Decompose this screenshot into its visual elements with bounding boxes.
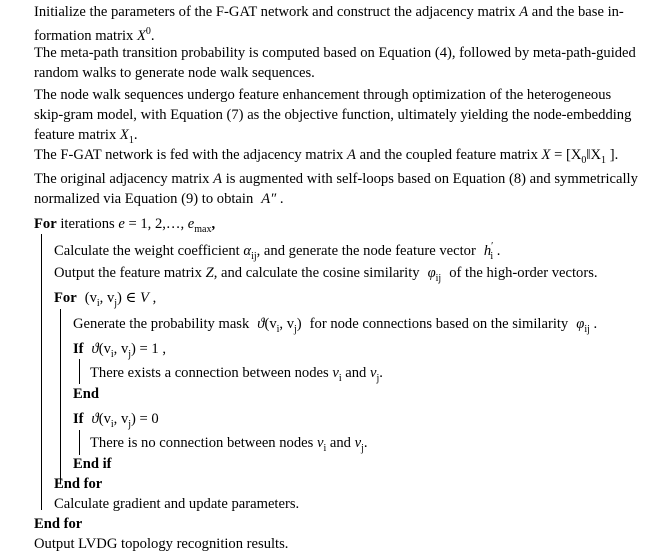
x0-sub: 0 xyxy=(581,154,587,166)
if1-comma: , v xyxy=(113,341,129,357)
if2-args: (v xyxy=(98,411,111,427)
phi-sub: ij xyxy=(435,272,442,284)
p1-text-b: and the base in- xyxy=(531,4,624,20)
for-nodes-line xyxy=(54,287,156,315)
s1-text-1: Calculate the weight coefficient xyxy=(54,242,240,259)
x0-sup: 0 xyxy=(145,26,151,37)
vj-sub: j xyxy=(128,348,132,360)
phi-sub: ij xyxy=(584,323,590,335)
for-comma: , xyxy=(211,216,216,232)
matrix-x1: X xyxy=(119,127,129,143)
h-sup: ′ xyxy=(491,241,494,252)
h-symbol: h xyxy=(483,242,492,259)
p1-text: Initialize the parameters of the F-GAT network and construct the adjacency matrix xyxy=(34,4,516,20)
vi-sub: i xyxy=(110,418,114,430)
if1-args: (v xyxy=(98,341,111,357)
p4-text-1: The F-GAT network is fed with the adjacency matrix xyxy=(34,147,344,163)
phi-symbol: φ xyxy=(427,265,436,281)
for2-comma: , v xyxy=(99,290,115,306)
h-sub: i xyxy=(490,250,494,262)
var-emax: e xyxy=(187,216,195,232)
matrix-a: A xyxy=(519,4,529,20)
matrix-x0: X xyxy=(136,27,146,44)
s3-args: (v xyxy=(264,316,277,332)
matrix-a: A xyxy=(213,171,223,187)
vi-sub: i xyxy=(110,348,114,360)
v-symbol: v xyxy=(316,435,324,451)
step-probability-mask xyxy=(73,313,597,341)
p2-line2: random walks to generate node walk sequences. xyxy=(34,65,315,81)
theta-symbol: ϑ xyxy=(91,411,99,427)
p2-line1: The meta-path transition probability is computed based on Equation (4), followed by meta-path-guided xyxy=(34,45,636,61)
s4-and: and xyxy=(345,365,367,381)
s5-and: and xyxy=(329,435,351,451)
for-keyword: For xyxy=(34,216,57,232)
s2-text-1: Output the feature matrix xyxy=(54,265,202,281)
p4-text-2: and the coupled feature matrix xyxy=(359,147,538,163)
if2-comma: , v xyxy=(113,411,129,427)
v-symbol: v xyxy=(354,435,362,451)
p5-line2 xyxy=(34,188,284,210)
if-keyword: If xyxy=(73,341,84,357)
var-e: e xyxy=(118,216,125,232)
vj-sub: j xyxy=(114,297,118,309)
for2-close: ) ∈ xyxy=(117,290,137,306)
if1-trailing-comma: , xyxy=(162,341,167,357)
end-if1: End xyxy=(73,386,99,402)
matrix-z: Z xyxy=(205,265,214,281)
end-if2: End if xyxy=(73,456,112,472)
matrix-a-double-prime: A″ xyxy=(261,191,277,207)
p5-dot: . xyxy=(279,191,284,207)
v-symbol: v xyxy=(332,365,339,381)
s5-dot: . xyxy=(363,435,368,451)
s4-dot: . xyxy=(379,365,383,381)
emax-sub: max xyxy=(194,223,212,235)
if-keyword: If xyxy=(73,411,84,427)
outer-for-bar xyxy=(41,234,42,510)
matrix-x: X xyxy=(541,147,551,163)
step-update-parameters: Calculate gradient and update parameters. xyxy=(54,496,300,512)
vi-sub: i xyxy=(338,372,342,384)
alpha-symbol: α xyxy=(243,242,252,259)
theta-symbol: ϑ xyxy=(91,341,99,357)
p5-line1 xyxy=(34,168,638,190)
vi-sub: i xyxy=(323,442,327,454)
s3-text-2: for node connections based on the similarity xyxy=(309,316,569,332)
p1-line1 xyxy=(34,1,624,23)
vj-sub: j xyxy=(128,418,132,430)
output-results: Output LVDG topology recognition results. xyxy=(34,536,289,552)
for-text: iterations xyxy=(60,216,115,232)
s1-dot: . xyxy=(496,242,501,259)
vj-sub: j xyxy=(361,442,364,454)
for-keyword: For xyxy=(54,290,77,306)
vi-sub: i xyxy=(96,297,100,309)
if1-close: ) = 1 xyxy=(131,341,159,357)
inner-for-bar xyxy=(60,309,61,484)
vi-sub: i xyxy=(276,323,280,335)
p3-line2: skip-gram model, with Equation (7) as the objective function, ultimately yielding the node-embedding xyxy=(34,107,632,123)
p3-line1: The node walk sequences undergo feature enhancement through optimization of the heterogeneous xyxy=(34,87,612,103)
s3-text-1: Generate the probability mask xyxy=(73,316,250,332)
p3-dot: . xyxy=(133,127,138,143)
v-symbol: v xyxy=(370,365,377,381)
alpha-sub: ij xyxy=(251,250,257,262)
vj-sub: j xyxy=(294,323,297,335)
step-output-feature xyxy=(54,262,598,290)
for2-trailing-comma: , xyxy=(152,290,157,306)
step-connection-exists xyxy=(90,362,383,390)
phi-symbol: φ xyxy=(576,316,585,332)
x1-sub: 1 xyxy=(601,154,607,166)
x1-sub: 1 xyxy=(128,134,134,146)
s3-dot: . xyxy=(593,316,598,332)
p1-text-c: formation matrix xyxy=(34,27,134,44)
p1-dot: . xyxy=(150,27,155,44)
s3-comma: , v xyxy=(279,316,294,332)
for2-expr: (v xyxy=(84,290,97,306)
p4-text-4: ‖X xyxy=(586,147,602,163)
s4-text: There exists a connection between nodes xyxy=(90,365,329,381)
matrix-a: A xyxy=(347,147,356,163)
s3-close: ) xyxy=(296,316,302,332)
p5-text-2: is augmented with self-loops based on Equation (8) and symmetrically xyxy=(225,171,638,187)
step-no-connection xyxy=(90,432,368,460)
end-for-outer: End for xyxy=(34,516,83,532)
s2-text-2: , and calculate the cosine similarity xyxy=(213,265,420,281)
p5-text-3: normalized via Equation (9) to obtain xyxy=(34,191,254,207)
set-v: V xyxy=(140,290,149,306)
for-range: = 1, 2,…, xyxy=(128,216,185,232)
vj-sub: j xyxy=(376,372,380,384)
p4-text-3: = [X xyxy=(554,147,582,163)
if2-close: ) = 0 xyxy=(131,411,159,427)
s5-text: There is no connection between nodes xyxy=(90,435,314,451)
theta-symbol: ϑ xyxy=(257,316,265,332)
p4-text-5: ]. xyxy=(609,147,619,163)
p3-text: feature matrix xyxy=(34,127,117,143)
s1-text-2: , and generate the node feature vector xyxy=(256,242,476,259)
end-for-inner: End for xyxy=(54,476,103,492)
s2-text-3: of the high-order vectors. xyxy=(449,265,598,281)
p5-text-1: The original adjacency matrix xyxy=(34,171,210,187)
